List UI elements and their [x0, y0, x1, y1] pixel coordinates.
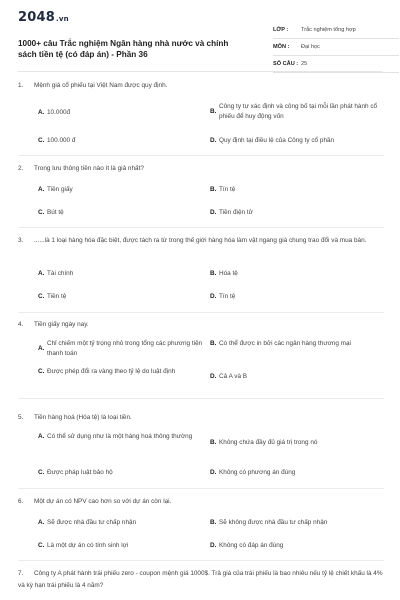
- option-letter: B.: [210, 340, 217, 347]
- option-b[interactable]: [210, 102, 378, 122]
- meta-value: 25: [301, 61, 308, 67]
- option-text: Tín tệ: [219, 293, 236, 300]
- option-text: Không có đáp án đúng: [219, 542, 284, 549]
- option-letter: A.: [38, 109, 45, 116]
- option-text: Không chứa đầy đủ giá trị trong nó: [219, 439, 318, 446]
- question-number: 7.: [18, 570, 24, 577]
- option-text: Bút tệ: [47, 209, 64, 216]
- option-letter: C.: [38, 469, 45, 476]
- question-text: [18, 319, 384, 331]
- option-letter: D.: [210, 293, 217, 300]
- option-c[interactable]: [38, 136, 208, 146]
- option-text: Chỉ chiếm một tỷ trọng nhỏ trong tổng các phương tiện thanh toán: [47, 340, 203, 357]
- option-a[interactable]: [38, 269, 208, 279]
- page-title: 1000+ câu Trắc nghiệm Ngân hàng nhà nước và chính sách tiền tệ (có đáp án) - Phần 36: [18, 39, 229, 59]
- option-c[interactable]: [38, 468, 213, 478]
- question-text: [18, 80, 384, 92]
- option-letter: D.: [210, 137, 217, 144]
- option-text: Hóa tệ: [219, 270, 238, 277]
- option-letter: B.: [210, 186, 217, 193]
- option-letter: A.: [38, 433, 45, 440]
- option-b[interactable]: [210, 518, 380, 528]
- question-divider: [18, 155, 384, 156]
- question-number: 6.: [18, 498, 24, 505]
- option-b[interactable]: [210, 438, 380, 448]
- question-number: 4.: [18, 321, 24, 328]
- logo-text: 2048: [18, 10, 55, 25]
- question-text: [18, 235, 384, 247]
- option-c[interactable]: [38, 292, 208, 302]
- option-text: Được phép đổi ra vàng theo tỷ lệ do luật định: [47, 368, 176, 375]
- option-b[interactable]: [210, 339, 375, 349]
- option-letter: C.: [38, 209, 45, 216]
- question-body: Mệnh giá cổ phiếu tại Việt Nam được quy định.: [34, 82, 168, 89]
- question-number: 1.: [18, 82, 24, 89]
- question-number: 3.: [18, 237, 24, 244]
- option-letter: D.: [210, 373, 217, 380]
- option-letter: C.: [38, 137, 45, 144]
- question-body: Công ty A phát hành trái phiếu zero - coupon mệnh giá 1000$. Trả giá của trái phiếu là bao nhiêu nếu tỷ lệ chiết khấu là 4% và kỳ hạn trái phiếu là 4 năm?: [18, 570, 383, 589]
- question-text: [18, 412, 384, 424]
- option-b[interactable]: [210, 269, 380, 279]
- option-letter: D.: [210, 209, 217, 216]
- option-letter: B.: [210, 519, 217, 526]
- option-letter: B.: [210, 108, 217, 115]
- option-text: Cả A và B: [219, 373, 248, 380]
- option-b[interactable]: [210, 185, 380, 195]
- question-divider: [18, 398, 384, 399]
- option-d[interactable]: [210, 468, 380, 478]
- option-letter: A.: [38, 270, 45, 277]
- option-text: Tiền giấy: [47, 186, 73, 193]
- option-a[interactable]: [38, 518, 208, 528]
- option-text: Là một dự án có tính sinh lợi: [47, 542, 129, 549]
- question-body: Tiền giấy ngày nay.: [34, 321, 89, 328]
- option-letter: A.: [38, 345, 45, 352]
- option-text: Quy định tại điều lệ của Công ty cổ phần: [219, 137, 335, 144]
- question-body: Tiền hàng hoá (Hóa tệ) là loại tiền.: [34, 414, 132, 421]
- meta-key: LỚP :: [273, 27, 289, 33]
- question-text: [18, 163, 384, 175]
- question-body: ......là 1 loại hàng hóa đặc biệt, được tách ra từ trong thế giới hàng hóa làm vật ngang giá chung trao đổi và mua bán.: [34, 237, 367, 244]
- option-c[interactable]: [38, 208, 208, 218]
- meta-key: SỐ CÂU :: [273, 61, 299, 67]
- option-a[interactable]: [38, 108, 208, 118]
- question-divider: [18, 560, 384, 561]
- option-text: Tiền điện tử: [219, 209, 253, 216]
- option-text: Có thể sử dụng như là một hàng hoá thông thường: [47, 433, 193, 440]
- option-text: Sẽ được nhà đầu tư chấp nhận: [47, 519, 137, 526]
- option-d[interactable]: [210, 541, 380, 551]
- question-text: [18, 568, 384, 592]
- option-text: Công ty tự xác định và công bố tại mỗi lần phát hành cổ phiếu để huy động vốn: [219, 103, 378, 120]
- logo-tld: .vn: [55, 15, 69, 23]
- option-text: Tài chính: [47, 270, 74, 277]
- option-letter: D.: [210, 469, 217, 476]
- option-text: 10.000đ: [47, 109, 71, 116]
- option-text: Sẽ không được nhà đầu tư chấp nhận: [219, 519, 328, 526]
- option-d[interactable]: [210, 292, 380, 302]
- question-body: Trong lưu thông tiền nào ít là giả nhất?: [34, 165, 144, 172]
- question-divider: [18, 227, 384, 228]
- option-text: Tín tệ: [219, 186, 236, 193]
- option-text: Có thể được in bởi các ngân hàng thương mại: [219, 340, 351, 347]
- header-divider: [18, 71, 382, 72]
- question-divider: [18, 312, 384, 313]
- question-text: [18, 496, 384, 508]
- meta-row-subject: [273, 39, 399, 56]
- option-text: Được pháp luật bảo hộ: [47, 469, 113, 476]
- option-a[interactable]: [38, 339, 213, 359]
- option-letter: A.: [38, 519, 45, 526]
- meta-table: [273, 22, 399, 73]
- logo[interactable]: [18, 10, 69, 25]
- option-letter: C.: [38, 542, 45, 549]
- header: [18, 10, 384, 70]
- option-letter: C.: [38, 368, 45, 375]
- option-text: 100.000 đ: [47, 137, 76, 144]
- question-number: 5.: [18, 414, 24, 421]
- option-letter: B.: [210, 270, 217, 277]
- question-divider: [18, 488, 384, 489]
- option-a[interactable]: [38, 185, 208, 195]
- meta-value: Đại học: [301, 44, 320, 50]
- option-letter: A.: [38, 186, 45, 193]
- option-c[interactable]: [38, 541, 208, 551]
- meta-key: MÔN :: [273, 44, 290, 50]
- question-number: 2.: [18, 165, 24, 172]
- question-body: Một dự án có NPV cao hơn so với dự án còn lại.: [34, 498, 172, 505]
- option-letter: B.: [210, 439, 217, 446]
- meta-row-class: [273, 22, 399, 39]
- option-c[interactable]: [38, 367, 213, 377]
- option-letter: D.: [210, 542, 217, 549]
- option-a[interactable]: [38, 432, 213, 442]
- meta-value: Trắc nghiệm tổng hợp: [301, 27, 356, 33]
- option-letter: C.: [38, 293, 45, 300]
- option-d[interactable]: [210, 136, 380, 146]
- option-d[interactable]: [210, 208, 380, 218]
- option-text: Không có phương án đúng: [219, 469, 296, 476]
- option-d[interactable]: [210, 372, 380, 382]
- option-text: Tiền tệ: [47, 293, 67, 300]
